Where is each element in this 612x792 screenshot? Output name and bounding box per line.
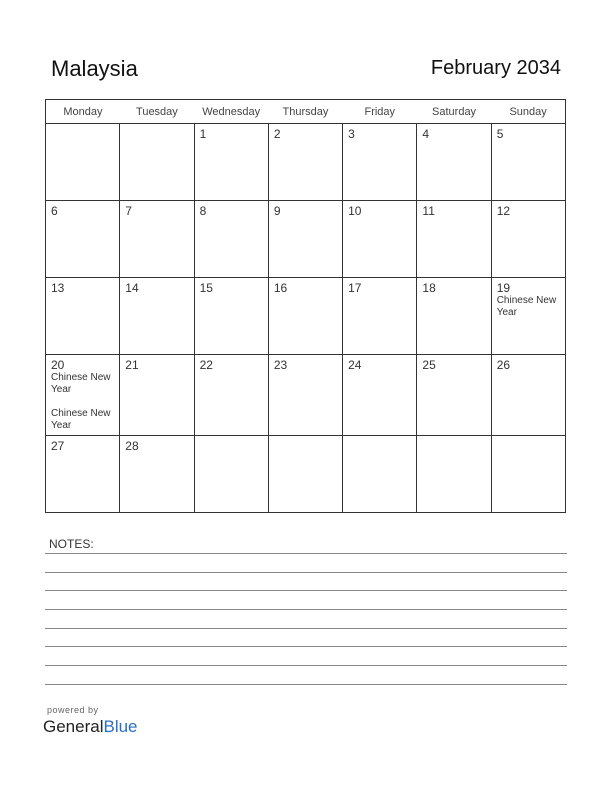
day-cell	[268, 355, 342, 436]
country-title: Malaysia	[51, 56, 138, 81]
day-number: 28	[125, 439, 139, 453]
day-number: 2	[273, 127, 281, 141]
day-cell	[120, 355, 194, 436]
weekday-label: Friday	[343, 100, 417, 124]
week-row	[46, 201, 566, 278]
day-cell	[491, 124, 565, 201]
day-cell	[343, 355, 417, 436]
day-number: 19	[496, 281, 511, 295]
day-number: 6	[51, 204, 58, 218]
note-line	[45, 646, 567, 647]
day-cell	[46, 278, 120, 355]
day-number: 13	[51, 281, 65, 295]
day-number: 26	[496, 358, 511, 372]
day-number: 12	[496, 204, 511, 218]
day-cell	[491, 436, 565, 513]
day-number: 1	[199, 127, 207, 141]
week-row	[46, 124, 566, 201]
day-number: 25	[422, 358, 436, 372]
day-cell	[417, 355, 491, 436]
weekday-header-row	[46, 100, 566, 124]
day-number: 8	[199, 204, 207, 218]
day-cell	[194, 201, 268, 278]
day-cell	[343, 436, 417, 513]
day-number: 5	[496, 127, 504, 141]
week-row	[46, 436, 566, 513]
day-cell	[491, 278, 565, 355]
day-number: 17	[348, 281, 362, 295]
day-number: 11	[422, 204, 435, 218]
weekday-label: Wednesday	[194, 100, 268, 124]
day-number: 22	[199, 358, 213, 372]
note-line	[45, 684, 567, 685]
brand-general: General	[43, 717, 104, 736]
day-cell	[343, 201, 417, 278]
weekday-label: Tuesday	[120, 100, 194, 124]
day-cell	[491, 355, 565, 436]
day-number: 4	[422, 127, 430, 141]
note-line	[45, 628, 567, 629]
weekday-label: Monday	[46, 100, 120, 124]
day-number: 16	[273, 281, 288, 295]
day-cell	[120, 278, 194, 355]
day-cell	[46, 355, 120, 436]
day-cell	[120, 201, 194, 278]
day-number: 21	[125, 358, 139, 372]
day-number: 15	[199, 281, 213, 295]
day-cell	[46, 124, 120, 201]
day-number: 27	[51, 439, 65, 453]
brand-blue: Blue	[103, 717, 138, 736]
day-cell	[268, 278, 342, 355]
notes-label: NOTES:	[49, 537, 94, 551]
day-cell	[194, 124, 268, 201]
day-cell	[194, 436, 268, 513]
day-number: 14	[125, 281, 139, 295]
day-cell	[491, 201, 565, 278]
day-cell	[417, 436, 491, 513]
day-cell	[417, 201, 491, 278]
day-cell	[46, 201, 120, 278]
note-line	[45, 590, 567, 591]
day-number: 18	[422, 281, 436, 295]
day-number: 20	[51, 358, 65, 372]
day-cell	[194, 278, 268, 355]
day-number: 3	[348, 127, 355, 141]
powered-by-text: powered by	[47, 705, 99, 715]
holiday-label: Chinese New Year	[51, 408, 111, 431]
day-number: 10	[348, 204, 362, 218]
day-cell	[268, 124, 342, 201]
brand-logo	[43, 717, 138, 737]
note-line	[45, 665, 567, 666]
day-cell	[417, 124, 491, 201]
note-line	[45, 553, 567, 554]
day-cell	[268, 436, 342, 513]
holiday-label: Chinese New Year	[496, 295, 557, 318]
day-cell	[120, 124, 194, 201]
weekday-label: Thursday	[268, 100, 342, 124]
day-number: 24	[348, 358, 362, 372]
day-cell	[343, 278, 417, 355]
day-number: 7	[125, 204, 132, 218]
weekday-label: Saturday	[417, 100, 491, 124]
day-number: 9	[273, 204, 281, 218]
day-cell	[194, 355, 268, 436]
note-line	[45, 609, 567, 610]
weekday-label: Sunday	[491, 100, 565, 124]
day-cell	[46, 436, 120, 513]
day-cell	[417, 278, 491, 355]
week-row	[46, 278, 566, 355]
day-number: 23	[273, 358, 288, 372]
holiday-label: Chinese New Year	[51, 372, 111, 395]
week-row	[46, 355, 566, 436]
day-cell	[343, 124, 417, 201]
note-line	[45, 572, 567, 573]
day-cell	[268, 201, 342, 278]
month-title: February 2034	[430, 57, 561, 79]
day-cell	[120, 436, 194, 513]
calendar-grid	[45, 99, 566, 513]
